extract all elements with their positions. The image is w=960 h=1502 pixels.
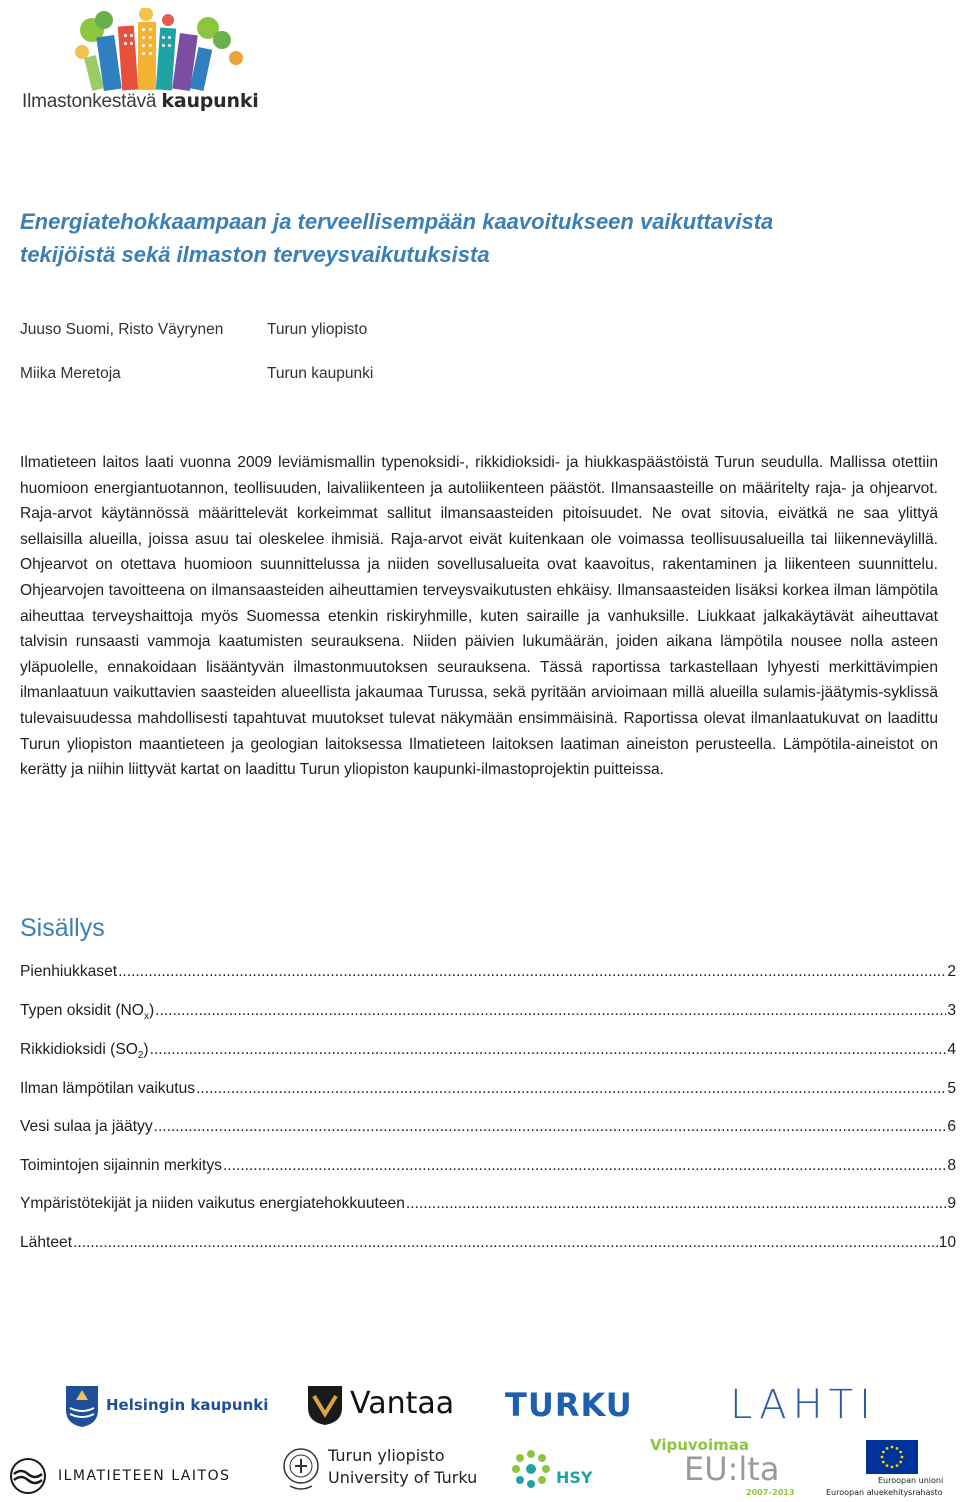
eu-star-icon <box>886 1464 889 1467</box>
toc-leader-dots <box>150 1041 947 1059</box>
toc-leader-dots <box>155 1002 946 1020</box>
hsy-text: HSY <box>556 1468 593 1487</box>
eu-star-icon <box>891 1446 894 1449</box>
toc-item-label: Typen oksidit $(NO_x)$ <box>20 1002 155 1023</box>
author-org-1: Turun yliopisto <box>267 321 368 338</box>
logo-wordmark <box>22 90 259 113</box>
vipuvoimaa-text: Vipuvoimaa <box>650 1436 750 1454</box>
abstract-paragraph: Ilmatieteen laitos laati vuonna 2009 leviämismallin typenoksidi-, rikkidioksidi- ja hiukkaspäästöistä Turun seudulla. Mallissa otettiin huomioon energiantuotannon, teollisuuden, laivaliikenteen ja autoliikenteen päästöt. Ilmansaasteille on määritelty raja- ja ohjearvot. Raja-arvot käytännössä määrittelevät korkeimmat sallitut ilmansaasteiden pitoisuudet. Ne ovat sitovia, eivätkä ne saa ylittyä sellaisilla alueilla, joissa asuu tai oleskelee ihmisiä. Raja-arvot eivät kuitenkaan ole voimassa teollisuusalueilla tai liikenneväylillä. Ohjearvot on otettava huomioon suunnittelussa ja niiden sovellusalueita ovat kaavoitus, rakentaminen ja liikenteen suunnittelu. Ohjearvojen tavoitteena on ilmansaasteiden aiheuttamien terveysvaikutusten ehkäisy. Ilmansaasteiden lisäksi korkea ilman lämpötila aiheuttaa terveyshaittoja myös Suomessa etenkin riskiryhmille, kuten sairaille ja vanhuksille. Liukkaat jalkakäytävät aiheuttavat talvisin runsaasti vammoja kaatumisten seurauksena. Niiden päivien lukumäärän, joiden aikana lämpötila nousee nolla asteen yläpuolelle, ennakoidaan lisääntyvän ilmastonmuutoksen seurauksena. Tässä raportissa tarkastellaan lyhyesti merkittävimpien ilmanlaatuun vaikuttavien saasteiden alueellista jakaumaa Turussa, sekä pyritään arvioimaan millä alueilla sulamis-jäätymis-syklissä tulevaisuudessa mahdollisesti tapahtuvat muutokset tulevat näkymään ensimmäisinä. Raportissa olevat ilmanlaatukuvat on laadittu Turun yliopiston maantieteen ja geologian laitoksessa Ilmatieteen laitoksen laatiman aineiston perusteella. Lämpötila-aineistot on kerätty ja niihin liittyvät kartat on laadittu Turun yliopiston kaupunki-ilmastoprojektin puitteissa. <box>20 454 938 779</box>
turku-logo <box>505 1386 645 1426</box>
author-org-2: Turun kaupunki <box>267 365 374 382</box>
university-of-turku-logo <box>282 1442 478 1498</box>
eu-union-text: Euroopan unioni <box>878 1476 944 1485</box>
eu-star-icon <box>901 1456 904 1459</box>
eu-star-icon <box>896 1464 899 1467</box>
logo-text-light: Ilmastonkestävä <box>22 91 157 112</box>
document-title <box>20 205 940 271</box>
eu-flag-icon <box>866 1440 918 1474</box>
toc-item[interactable] <box>20 1002 956 1022</box>
toc-item-label: Vesi sulaa ja jäätyy <box>20 1118 153 1135</box>
toc-item-label: Ilman lämpötilan vaikutus <box>20 1080 196 1097</box>
turku-text: TURKU <box>505 1386 633 1424</box>
toc-leader-dots <box>223 1157 946 1175</box>
toc-item-page: 4 <box>947 1041 956 1058</box>
toc-item[interactable] <box>20 1080 956 1098</box>
toc-item-label: Pienhiukkaset <box>20 963 118 980</box>
eu-star-icon <box>891 1466 894 1469</box>
eu-lta-text: EU:lta <box>684 1450 780 1488</box>
author-names-2: Miika Meretoja <box>20 365 121 382</box>
toc-item[interactable] <box>20 1118 956 1136</box>
helsinki-crest-icon <box>64 1384 100 1428</box>
toc-item[interactable] <box>20 1234 956 1252</box>
eu-star-icon <box>881 1456 884 1459</box>
toc-item-page: 5 <box>947 1080 956 1097</box>
logo-text-bold: kaupunki <box>161 90 259 112</box>
lahti-text: LAHTI <box>730 1382 877 1428</box>
fmi-wave-icon <box>6 1456 50 1496</box>
toc-leader-dots <box>154 1118 947 1136</box>
toc-item-page: 3 <box>947 1002 956 1019</box>
city-skyline-illustration <box>75 8 243 91</box>
toc-item-page: 2 <box>947 963 956 980</box>
toc-item[interactable] <box>20 1041 956 1061</box>
utu-text-english: University of Turku <box>328 1468 478 1487</box>
eu-star-icon <box>882 1451 885 1454</box>
toc-item-page: 9 <box>947 1195 956 1212</box>
hsy-leaf-icon <box>508 1446 554 1492</box>
eu-years-text: 2007–2013 <box>746 1488 795 1497</box>
fmi-logo <box>6 1456 246 1496</box>
toc-leader-dots <box>406 1195 946 1213</box>
eu-star-icon <box>899 1461 902 1464</box>
eu-fund-text: Euroopan aluekehitysrahasto <box>826 1488 943 1497</box>
toc-item-label: Rikkidioksidi $(SO_2)$ <box>20 1041 149 1062</box>
vipuvoimaa-eu-logo <box>650 1436 800 1500</box>
helsinki-logo <box>64 1384 269 1428</box>
toc-leader-dots <box>196 1080 946 1098</box>
eu-star-icon <box>896 1447 899 1450</box>
toc-item[interactable] <box>20 963 956 981</box>
title-line-2: tekijöistä sekä ilmaston terveysvaikutuksista <box>20 242 490 267</box>
vantaa-text: Vantaa <box>350 1386 455 1421</box>
toc-leader-dots <box>118 963 946 981</box>
fmi-text: ILMATIETEEN LAITOS <box>58 1468 231 1484</box>
toc-item[interactable] <box>20 1195 956 1213</box>
eu-star-icon <box>899 1451 902 1454</box>
toc-item-label: Lähteet <box>20 1234 73 1251</box>
vantaa-logo <box>306 1384 455 1428</box>
helsinki-text: Helsingin kaupunki <box>106 1396 269 1414</box>
toc-heading: Sisällys <box>20 914 105 942</box>
toc-item-page: 6 <box>947 1118 956 1135</box>
eu-star-icon <box>882 1461 885 1464</box>
title-line-1: Energiatehokkaampaan ja terveellisempään kaavoitukseen vaikuttavista <box>20 209 774 234</box>
toc-item-label: Ympäristötekijät ja niiden vaikutus energiatehokkuuteen <box>20 1195 405 1212</box>
author-names-1: Juuso Suomi, Risto Väyrynen <box>20 321 224 338</box>
hsy-logo <box>508 1446 594 1496</box>
toc-item-label: Toimintojen sijainnin merkitys <box>20 1157 222 1174</box>
toc-item-page: 8 <box>947 1157 956 1174</box>
toc-leader-dots <box>73 1234 938 1252</box>
lahti-logo <box>730 1382 930 1428</box>
toc-item-page: 10 <box>938 1234 956 1251</box>
eu-star-icon <box>886 1447 889 1450</box>
vantaa-crest-icon <box>306 1384 344 1426</box>
utu-text-finnish: Turun yliopisto <box>328 1446 445 1465</box>
eu-flag-logo <box>826 1440 956 1500</box>
toc-item[interactable] <box>20 1157 956 1175</box>
utu-seal-icon <box>282 1444 320 1494</box>
